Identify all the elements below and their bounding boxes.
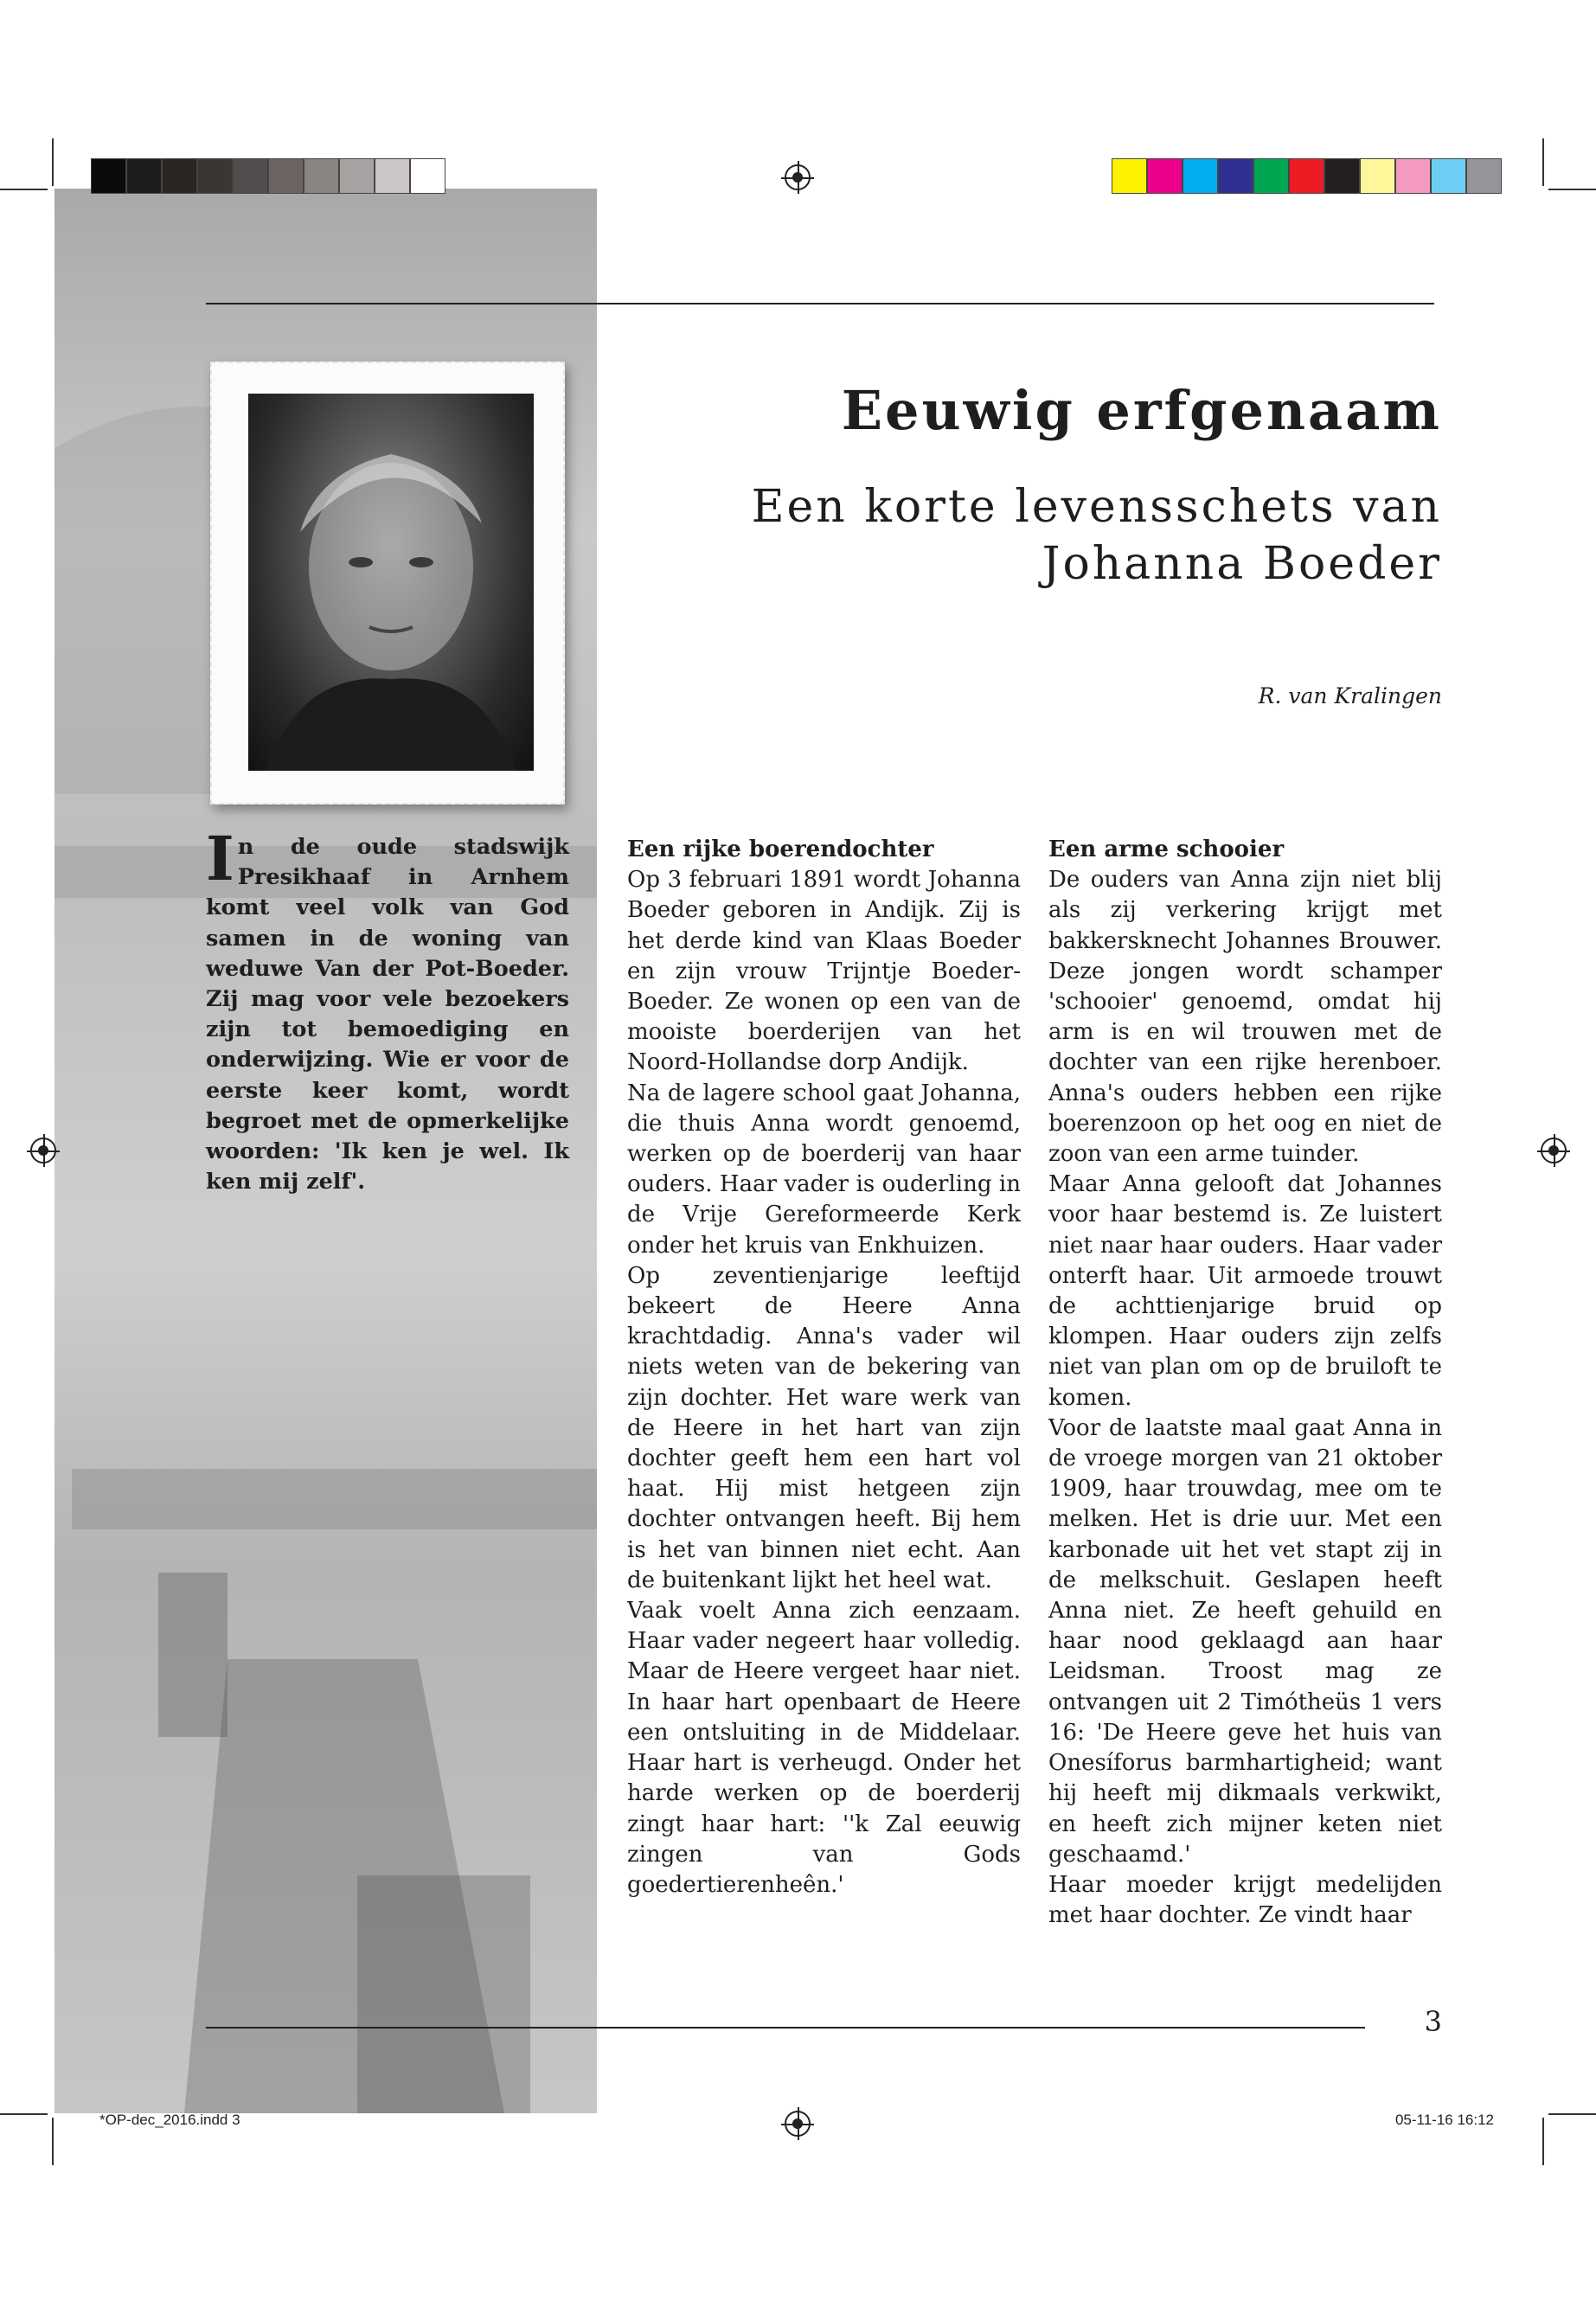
color-swatch bbox=[233, 158, 268, 194]
registration-mark-icon bbox=[785, 164, 811, 190]
crop-mark bbox=[0, 2113, 48, 2115]
paragraph: Haar moeder krijgt medelijden met haar dochter. Ze vindt haar bbox=[1048, 1871, 1442, 1929]
section-heading: Een arme schooier bbox=[1048, 836, 1285, 862]
color-swatch bbox=[410, 158, 445, 194]
color-swatch bbox=[375, 158, 410, 194]
file-slug: *OP-dec_2016.indd 3 bbox=[99, 2112, 240, 2128]
article-subtitle bbox=[752, 478, 1442, 593]
article-intro bbox=[206, 823, 569, 1197]
color-swatch bbox=[1183, 158, 1218, 194]
crop-mark bbox=[52, 2118, 54, 2165]
color-swatch bbox=[339, 158, 375, 194]
paragraph: Vaak voelt Anna zich eenzaam. Haar vader negeert haar volledig. Maar de Heere vergeet haar niet. In haar hart openbaart de Heere een ontsluiting in de Middelaar. Haar hart is verheugd. Onder het harde werken op de boerderij zingt haar hart: ''k Zal eeuwig zingen van Gods goedertierenheên.' bbox=[627, 1598, 1021, 1898]
paragraph: Voor de laatste maal gaat Anna in de vroege morgen van 21 oktober 1909, haar trouwdag, mee om te melken. Het is drie uur. Met een karbonade uit het vet stapt zij in de melkschuit. Geslapen heeft Anna niet. Ze heeft gehuild en haar nood geklaagd aan haar Leidsman. Troost mag ze ontvangen uit 2 Timótheüs 1 vers 16: 'De Heere geve het huis van Onesíforus barmhartigheid; want hij heeft mij dikmaals verkwikt, en heeft zich mijner keten niet geschaamd.' bbox=[1048, 1414, 1442, 1868]
article-column-2 bbox=[1048, 835, 1442, 1931]
color-swatch bbox=[1395, 158, 1431, 194]
color-swatch bbox=[91, 158, 126, 194]
subtitle-line: Johanna Boeder bbox=[1042, 538, 1442, 590]
article-author: R. van Kralingen bbox=[1258, 683, 1442, 708]
portrait-photo bbox=[248, 394, 534, 771]
color-swatch bbox=[1147, 158, 1183, 194]
paragraph: Maar Anna gelooft dat Johannes voor haar bestemd is. Ze luistert niet naar haar ouders. Haar vader onterft haar. Uit armoede trouwt de achttienjarige bruid op klompen. Haar ouders zijn zelfs niet van plan om op de bruiloft te komen. bbox=[1048, 1171, 1442, 1411]
bottom-rule bbox=[206, 2027, 1365, 2029]
crop-mark bbox=[1542, 2118, 1544, 2165]
paragraph: De ouders van Anna zijn niet blij als zij verkering krijgt met bakkersknecht Johannes Brouwer. Deze jongen wordt schamper 'schooier' genoemd, omdat hij arm is en wil trouwen met de dochter van een rijke herenboer. Anna's ouders hebben een rijke boerenzoon op het oog en niet de zoon van een arme tuinder. bbox=[1048, 867, 1442, 1168]
color-swatch bbox=[268, 158, 304, 194]
top-rule bbox=[206, 303, 1434, 304]
color-swatch bbox=[1112, 158, 1147, 194]
drop-cap: I bbox=[206, 823, 234, 894]
article-column-1 bbox=[627, 835, 1021, 1900]
section-heading: Een rijke boerendochter bbox=[627, 836, 934, 862]
page-number: 3 bbox=[1424, 2005, 1442, 2038]
grayscale-color-bar bbox=[91, 158, 445, 194]
color-swatch bbox=[1466, 158, 1502, 194]
color-swatch bbox=[1431, 158, 1466, 194]
crop-mark bbox=[0, 189, 48, 190]
crop-mark bbox=[1542, 138, 1544, 186]
crop-mark bbox=[1548, 2113, 1596, 2115]
color-swatch bbox=[162, 158, 197, 194]
color-swatch bbox=[1360, 158, 1395, 194]
registration-mark-icon bbox=[785, 2111, 811, 2137]
registration-mark-icon bbox=[30, 1138, 56, 1163]
subtitle-line: Een korte levensschets van bbox=[751, 481, 1442, 533]
color-swatch bbox=[126, 158, 162, 194]
process-color-bar bbox=[1112, 158, 1502, 194]
article-title: Eeuwig erfgenaam bbox=[841, 379, 1442, 442]
color-swatch bbox=[1324, 158, 1360, 194]
crop-mark bbox=[52, 138, 54, 186]
color-swatch bbox=[197, 158, 233, 194]
color-swatch bbox=[1289, 158, 1324, 194]
date-slug: 05-11-16 16:12 bbox=[1394, 2112, 1494, 2128]
paragraph: Na de lagere school gaat Johanna, die thuis Anna wordt genoemd, werken op de boerderij van haar ouders. Haar vader is ouderling in de Vrije Gereformeerde Kerk onder het kruis van Enkhuizen. bbox=[627, 1080, 1021, 1259]
crop-mark bbox=[1548, 189, 1596, 190]
registration-mark-icon bbox=[1541, 1138, 1567, 1163]
color-swatch bbox=[1218, 158, 1253, 194]
paragraph: Op 3 februari 1891 wordt Johanna Boeder geboren in Andijk. Zij is het derde kind van Klaas Boeder en zijn vrouw Trijntje Boeder-Boeder. Ze wonen op een van de mooiste boerderijen van het Noord-Hollandse dorp Andijk. bbox=[627, 867, 1021, 1076]
color-swatch bbox=[304, 158, 339, 194]
intro-text: n de oude stadswijk Presikhaaf in Arnhem komt veel volk van God samen in de woning van weduwe Van der Pot-Boeder. Zij mag voor vele bezoekers zijn tot bemoediging en onderwijzing. Wie er voor de eerste keer komt, wordt begroet met de opmerkelijke woorden: 'Ik ken je wel. Ik ken mij zelf'. bbox=[206, 834, 569, 1195]
paragraph: Op zeventienjarige leeftijd bekeert de Heere Anna krachtdadig. Anna's vader wil niets weten van de bekering van zijn dochter. Het ware werk van de Heere in het hart van zijn dochter geeft hem een hart vol haat. Hij mist hetgeen zijn dochter ontvangen heeft. Bij hem is het van binnen niet echt. Aan de buitenkant lijkt het heel wat. bbox=[627, 1262, 1021, 1593]
color-swatch bbox=[1253, 158, 1289, 194]
